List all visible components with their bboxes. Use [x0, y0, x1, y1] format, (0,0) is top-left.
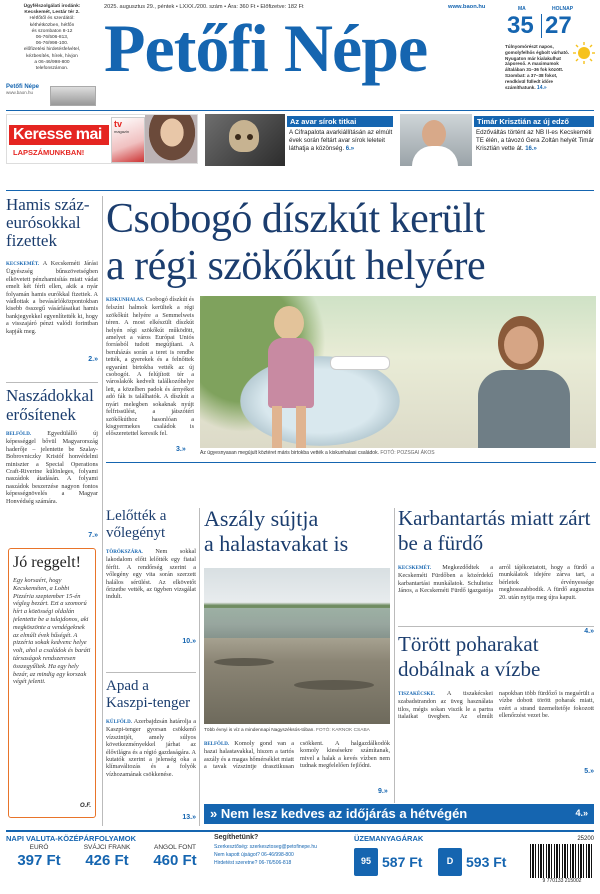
- lead-kicker: KISKUNHALAS.: [106, 298, 145, 303]
- help-line[interactable]: Hirdetést szeretne? 06-76/506-818: [214, 860, 292, 866]
- article-hamis[interactable]: [6, 196, 98, 363]
- weather-forecast-2: Szombat: a 37–38 fokot, rendkívül fülledt időre számíthatunk.: [505, 72, 558, 90]
- girl-figure: [260, 306, 322, 448]
- edition-line: 2025. augusztus 29., péntek • LXXX./200. szám • Ára: 360 Ft • Előfizetve: 182 Ft: [104, 4, 304, 10]
- teaser-text: [289, 129, 395, 153]
- service-line: kéthétközben, hétfőn: [29, 22, 75, 28]
- caption-text: Az ügyesnyasan megújult köztéret máris birtokba vették a kiskunhalasi családok.: [200, 450, 379, 456]
- lead-headline: [106, 196, 596, 290]
- article-kicker: TÖRÖKSZÁRA.: [106, 550, 143, 555]
- help-line[interactable]: Szerkesztőség: szerkesztoseg@petofinepe.hu: [214, 844, 317, 850]
- jo-reggelt-box[interactable]: [8, 548, 96, 818]
- help-line[interactable]: Nem kapott újságot? 06-46/998-800: [214, 852, 294, 858]
- teaser-pgref[interactable]: 6.»: [345, 145, 355, 152]
- article-headline: Hamis száz-eurósokkal fizettek: [6, 195, 90, 250]
- article-text: Egyedülálló új képességgel bővül Magyarország haderője – jelentette be Szalay-Bobrovniczky Kristóf honvédelmi miniszter a Special Operations Craft-Riverine különleges, folyami naszádok átadásán. A folyami naszádok beszerzése nagyon fontos képességnövelés a Magyar Honvédség számára.: [6, 430, 98, 505]
- service-line: Hétfőtől és szerdától:: [29, 16, 75, 22]
- article-headline: Karbantartás miatt zárt be a fürdő: [398, 506, 591, 555]
- service-line: 06-76/998-100.: [35, 41, 69, 47]
- service-title: Ügyfélszolgálati irodánk:: [23, 4, 81, 9]
- fx-value: 426 Ft: [85, 852, 129, 869]
- weather-tomorrow-label: HOLNAP: [552, 6, 574, 12]
- banner-pgref: 4.»: [575, 808, 588, 818]
- fish-text: Komoly gond van a hazai halastavakkal, hiszen a tartós aszály és a magas hőmérséklet miatt a tavak vízszintje drasztikusan csökkent. A halgazdálkodók komoly kiesésekre számítanak, mivel a halak a kevés vízben nem tudnak megfelelően fejlődni.: [204, 740, 390, 771]
- fx-item: [74, 844, 140, 871]
- fish-headline-line2: a halastavakat is: [204, 531, 349, 556]
- caption-credit: FOTÓ: KARNOK CSABA: [316, 728, 370, 733]
- service-line: 06-76/506-813,: [35, 35, 69, 41]
- article-body: [6, 430, 98, 540]
- fuel-label: 95: [360, 856, 371, 866]
- fx-item: [6, 844, 72, 871]
- article-furdo[interactable]: [398, 506, 594, 635]
- column-divider: [199, 508, 200, 826]
- fish-headline: [204, 506, 390, 556]
- tv-mag: magazin: [114, 129, 130, 134]
- service-line: előfizetési hirdetésfelvétel,: [23, 47, 81, 53]
- weather-banner[interactable]: [204, 804, 594, 824]
- fx-block: [6, 834, 210, 890]
- weather-tomorrow-temp: 27: [545, 12, 572, 39]
- help-block: [214, 834, 346, 890]
- weather-today-temp: 35: [507, 12, 534, 39]
- barcode-number: 25200: [577, 836, 594, 842]
- weather-today-label: MA: [518, 6, 526, 12]
- footer-rule: [6, 830, 594, 832]
- article-kaszpi[interactable]: [106, 678, 196, 821]
- article-pgref[interactable]: 5.»: [584, 768, 594, 775]
- small-logo: Petőfi Népe: [6, 84, 40, 90]
- masthead-title: Petőfi Népe: [104, 10, 428, 86]
- article-kicker: KECSKEMÉT.: [6, 262, 40, 267]
- article-text: Nem sokkal lakodalom előtt lelőtték egy fiatal férfit. A rendőrség szerint a vőlegény egy vita során szerzett halálos sérülést. Az elkövetőt őrizetbe vették, az ügyben vizsgálat indult.: [106, 548, 196, 601]
- fx-label: ANGOL FONT: [153, 844, 196, 851]
- small-logo-sub: www.baon.hu: [6, 90, 34, 95]
- weather-box: [505, 4, 595, 108]
- service-line: telefonszámon.: [35, 66, 69, 72]
- skull-photo: [205, 114, 285, 166]
- article-pgref[interactable]: 10.»: [182, 638, 196, 645]
- divider: [541, 14, 542, 38]
- fuel-pump-icon: [438, 848, 462, 876]
- fx-value: 397 Ft: [17, 852, 61, 869]
- teaser-title: Timár Krisztián az új edző: [477, 117, 569, 126]
- lead-headline-line2: a régi szökőkút helyére: [106, 243, 486, 289]
- article-kicker: KÜLFÖLD.: [106, 720, 132, 725]
- fx-label: SVÁJCI FRANK: [83, 844, 131, 851]
- tv-ad-sub: LAPSZÁMUNKBAN!: [13, 148, 85, 157]
- article-text: Azerbajdzsán határolja a Kaszpi-tenger gyorsan csökkenő vízszintjét, amely súlyos következményekkel járhat az élővilágra és a régió gazdaságára. A kutatók szerint a jelenség oka a klímaváltozás és a folyók vízhozamának csökkenése.: [106, 718, 196, 778]
- section-rule: [6, 190, 594, 191]
- service-line: és szombaton 8-12: [31, 28, 73, 34]
- article-pgref[interactable]: 13.»: [182, 814, 196, 821]
- fx-label: EURÓ: [29, 844, 49, 851]
- column-divider: [394, 508, 395, 803]
- barcode-block: [530, 836, 594, 890]
- article-body: [106, 718, 196, 822]
- bottle-shape: [330, 356, 390, 370]
- newspaper-thumbnail: [50, 86, 96, 106]
- teaser-text: [476, 129, 594, 153]
- fish-kicker: BELFÖLD.: [204, 742, 230, 747]
- jo-reggelt-title: Jó reggelt!: [13, 554, 81, 571]
- fish-photo: [204, 568, 390, 724]
- article-text: Megkezdődtek a Kecskeméti Fürdőben a közérdekű karbantartási munkálatok. Schulteisz János, a Kecskeméti Fürdő igazgatója arról tájékoztatott, hogy a fürdő a munkálatok idejére zárva tart, a bérletek érvényessége meghosszabbodik. A fürdő augusztus 20. után nyitja meg újra kapuit.: [398, 564, 594, 601]
- article-headline: Lelőtték a vőlegényt: [106, 508, 167, 541]
- divider: [398, 626, 594, 627]
- article-headline: Törött poharakat dobálnak a vízbe: [398, 632, 541, 681]
- tv-label: tv: [114, 119, 123, 129]
- tv-magazine-cover: [111, 117, 145, 163]
- fuel-value: 593 Ft: [466, 854, 507, 870]
- section-rule: [106, 462, 596, 463]
- article-pgref[interactable]: 2.»: [88, 356, 98, 363]
- fuel-title: ÜZEMANYAGÁRAK: [354, 834, 424, 843]
- jo-reggelt-body: [13, 577, 91, 803]
- service-line: kézbesítés, hírek, hívjon: [26, 53, 78, 59]
- tv-ad-title: Keresse mai: [13, 126, 102, 143]
- caption-credit: FOTÓ: POZSGAI ÁKOS: [380, 450, 435, 456]
- teaser-avar[interactable]: [205, 114, 395, 166]
- woman-figure: [468, 316, 578, 448]
- caption-text: Több évnyi is víz a mindennapi Nagyszéksós-tóban.: [204, 728, 315, 733]
- masthead-rule: [6, 110, 594, 111]
- article-pgref[interactable]: 4.»: [584, 628, 594, 635]
- weather-pgref[interactable]: 14.»: [536, 84, 547, 91]
- fuel-label: D: [446, 856, 454, 866]
- fx-value: 460 Ft: [153, 852, 197, 869]
- article-headline: Apad a Kaszpi-tenger: [106, 678, 191, 711]
- fx-item: [142, 844, 208, 871]
- jo-reggelt-text: Egy korsaért, hogy Kecskeméten, a Lobbi Pizzéria szeptember 15-én végleg bezárt. Ezt a szomorú hírt a közösségi oldalán jelentette be a tulajdonos, aki megköszönte a vendégeknek az elmúlt évek hűségét. A pizzéria sokak kedvenc helye volt, ahol a családok és baráti társaságok rendszeresen összegyűltek. Ha egy hely bezár, az mindig egy korszak végét jelenti.: [13, 577, 91, 686]
- fish-pgref[interactable]: 9.»: [378, 788, 388, 795]
- article-text: A Kecskeméti Járási Ügyészség bűnszövetségben elkövetett pénzhamisítás miatt vádat emelt két férfi ellen, akik a nyár folyamán hamis eurókkal fizettek. A vádlottak a bevásárlóközpontokban kisebb összegű vásárlásaikat hamis bankjegyekkel egyenlítették ki, hogy a visszajáró pénzt valódi forintban kapják meg.: [6, 260, 98, 335]
- article-kicker: TISZAKÉCSKE.: [398, 692, 436, 697]
- fish-headline-line1: Aszály sújtja: [204, 506, 319, 531]
- teaser-timar[interactable]: [400, 114, 594, 166]
- lead-headline-line1: Csobogó díszkút került: [106, 196, 485, 242]
- divider: [106, 672, 196, 673]
- lead-photo: [200, 296, 596, 448]
- article-body: [106, 548, 196, 646]
- lead-pgref[interactable]: 3.»: [176, 446, 186, 453]
- article-pohar[interactable]: [398, 632, 594, 775]
- article-text: A tiszakécskei szabadstrandon az üveg használata tilos, mégis sokan viszik le a partra italaikat üvegben. Az elmúlt napokban több fürdőző is megsérült a vízbe dobott törött poharak miatt, ezért a strand üzemeltetője fokozott ellenőrzést vezet be.: [398, 690, 594, 721]
- service-line: a 06-46/998-800: [34, 59, 70, 65]
- column-divider: [102, 196, 103, 826]
- fish-body: [204, 740, 390, 796]
- article-body: [6, 260, 98, 364]
- teaser-title: Az avar sírok titkai: [290, 117, 357, 126]
- article-lelottek[interactable]: [106, 508, 196, 645]
- divider: [6, 382, 98, 383]
- teaser-body: Edzőváltás történt az NB II-es Kecskeméti TE élén, a távozó Gera Zoltán helyét Timár Krisztián vette át.: [476, 129, 594, 152]
- fuel-pump-icon: [354, 848, 378, 876]
- sun-icon: [573, 42, 595, 64]
- website[interactable]: www.baon.hu: [448, 4, 486, 10]
- coach-photo: [400, 114, 472, 166]
- fuel-value: 587 Ft: [382, 854, 423, 870]
- article-naszad[interactable]: [6, 386, 98, 539]
- help-title: Segíthetünk?: [214, 834, 259, 841]
- model-photo: [145, 115, 198, 164]
- tv-ad[interactable]: [6, 114, 198, 164]
- article-pgref[interactable]: 7.»: [88, 532, 98, 539]
- weather-text: [505, 44, 573, 91]
- lead-body: [106, 296, 194, 444]
- teaser-pgref[interactable]: 16.»: [525, 145, 537, 152]
- barcode-digits: 9 770133 215002: [542, 878, 582, 884]
- fx-title: NAPI VALUTA-KÖZÉPÁRFOLYAMOK: [6, 834, 137, 843]
- jo-reggelt-author: O.F.: [79, 803, 91, 809]
- small-logo-block: [6, 84, 98, 110]
- barcode: [530, 844, 594, 878]
- teaser-body: A Cifrapalota avarkiállításán az elmúlt évek során feltárt avar sírok leleteit láthatja a közönség.: [289, 129, 393, 152]
- article-kicker: BELFÖLD.: [6, 432, 32, 437]
- fuel-block: [354, 834, 520, 890]
- lead-text: Csobogó díszkút és felszíni halmok kerültek a régi szökőkút helyére a Semmelweis téren. A most elkészült díszkút helyén régi szökőkút működött, amelyet a város Európai Uniós forrásból tudott megújítani. A beruházás során a teret is rendbe tették, a gyerekek és a felnőttek egyaránt birtokba vették az új csobogót. A felújított tér a városlakók kedvelt találkozóhelye lett, a közelben padok és árnyékot adó fák is találhatók. A díszkút a nyári melegben sokaknak nyújt felfrissülést, a játszótéri szökőkúthoz hasonlóan a kisgyermekes családok is előszeretettel keresik fel.: [106, 296, 194, 438]
- article-body: [398, 690, 594, 776]
- article-headline: Naszádokkal erősítenek: [6, 386, 94, 424]
- banner-text: » Nem lesz kedves az időjárás a hétvégén: [210, 806, 468, 821]
- lead-caption: [200, 450, 596, 456]
- weather-forecast: Túlnyomórészt napos, gomolyfelhős égbolt várható. Nyugaton már kialakulhat záporeső. A maximumok általában 31–36 fok között.: [505, 44, 570, 73]
- service-line: Kecskemét, Lestár tér 2.: [24, 10, 80, 16]
- article-kicker: KECSKEMÉT.: [398, 566, 432, 571]
- fish-caption: [204, 728, 390, 733]
